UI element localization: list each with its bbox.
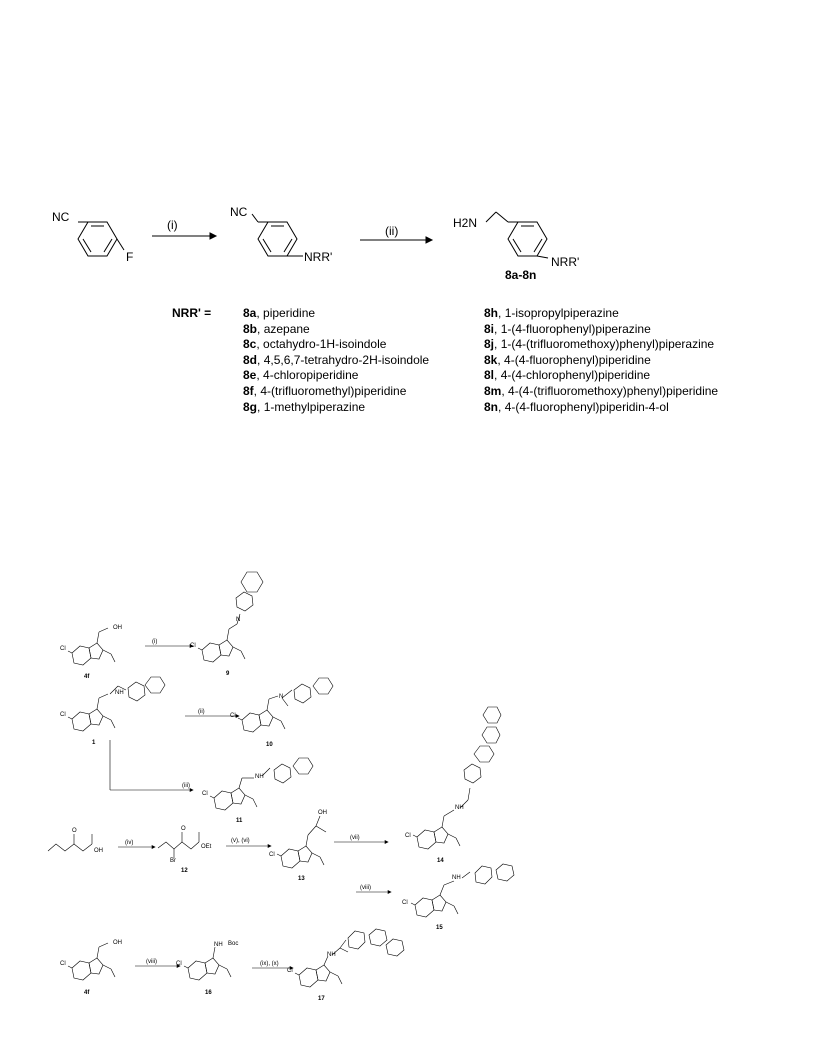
amine-label: H2N bbox=[453, 216, 478, 230]
compound-number: 12 bbox=[181, 868, 188, 874]
atom-label-cl: Cl bbox=[269, 852, 275, 858]
arrow-label: (i) bbox=[152, 639, 158, 645]
atom-label-boc: Boc bbox=[228, 941, 239, 947]
substituent-item: 8h, 1-isopropylpiperazine bbox=[484, 306, 619, 320]
arrow-label: (viii) bbox=[146, 959, 157, 965]
intermediate-nrr-label: NRR' bbox=[304, 250, 333, 264]
compound-number: 15 bbox=[436, 925, 443, 931]
substituent-item: 8f, 4-(trifluoromethyl)piperidine bbox=[243, 383, 407, 398]
atom-label-o: O bbox=[72, 828, 77, 834]
atom-label-cl: Cl bbox=[60, 646, 66, 652]
intermediate-nitrile-label: NC bbox=[230, 205, 248, 219]
arrow-label: (iv) bbox=[125, 840, 134, 846]
substituent-item: 8b, azepane bbox=[243, 321, 310, 336]
substituent-item: 8l, 4-(4-chlorophenyl)piperidine bbox=[484, 368, 651, 383]
arrow-label: (vii) bbox=[350, 835, 360, 841]
arrow-1-label: (i) bbox=[167, 218, 178, 232]
atom-label-br: Br bbox=[170, 858, 176, 864]
atom-label-nh: NH bbox=[327, 952, 336, 958]
atom-label-cl: Cl bbox=[230, 713, 236, 719]
atom-label-oh: OH bbox=[113, 625, 122, 631]
substituent-item: 8j, 1-(4-(trifluoromethoxy)phenyl)piperazine bbox=[484, 337, 715, 352]
compound-number: 4f bbox=[84, 674, 90, 680]
compound-number: 10 bbox=[266, 742, 273, 748]
arrow-2-label: (ii) bbox=[385, 224, 399, 238]
atom-label-n: N bbox=[236, 617, 241, 623]
atom-label-cl: Cl bbox=[60, 961, 66, 967]
nrr-header: NRR' = bbox=[172, 306, 212, 320]
arrow-label: (v), (vi) bbox=[231, 838, 250, 844]
fluoro-label: F bbox=[126, 250, 134, 264]
arrow-label: (ix), (x) bbox=[260, 961, 279, 967]
atom-label-nh: NH bbox=[255, 774, 264, 780]
atom-label-oh: OH bbox=[318, 810, 327, 816]
product-compound-number: 8a-8n bbox=[505, 268, 537, 282]
atom-label-cl: Cl bbox=[287, 968, 293, 974]
atom-label-nh: NH bbox=[115, 690, 124, 696]
compound-number: 1 bbox=[92, 740, 96, 746]
substituent-item: 8i, 1-(4-fluorophenyl)piperazine bbox=[484, 321, 651, 336]
compound-number: 14 bbox=[437, 858, 444, 864]
compound-number: 16 bbox=[205, 990, 212, 996]
atom-label-cl: Cl bbox=[60, 712, 66, 718]
atom-label-cl: Cl bbox=[176, 961, 182, 967]
arrow-label: (viii) bbox=[360, 885, 371, 891]
substituent-item: 8g, 1-methylpiperazine bbox=[243, 399, 366, 414]
atom-label-nh: NH bbox=[455, 805, 464, 811]
atom-label-n: N bbox=[279, 694, 284, 700]
substituent-item: 8e, 4-chloropiperidine bbox=[243, 368, 359, 383]
nitrile-label: NC bbox=[52, 210, 70, 224]
arrow-label: (iii) bbox=[182, 783, 190, 789]
substituent-item: 8k, 4-(4-fluorophenyl)piperidine bbox=[484, 352, 651, 367]
atom-label-oh: OH bbox=[113, 940, 122, 946]
atom-label-cl: Cl bbox=[405, 833, 411, 839]
compound-number: 17 bbox=[318, 996, 325, 1002]
substituent-item: 8c, octahydro-1H-isoindole bbox=[243, 337, 387, 352]
arrow-label: (ii) bbox=[198, 709, 205, 715]
atom-label-cl: Cl bbox=[190, 643, 196, 649]
atom-label-cl: Cl bbox=[402, 900, 408, 906]
compound-number: 13 bbox=[298, 876, 305, 882]
substituent-item: 8n, 4-(4-fluorophenyl)piperidin-4-ol bbox=[484, 399, 669, 414]
compound-number: 4f bbox=[84, 990, 90, 996]
compound-number: 11 bbox=[236, 818, 243, 824]
substituent-item: 8d, 4,5,6,7-tetrahydro-2H-isoindole bbox=[243, 352, 430, 367]
atom-label-nh: NH bbox=[452, 875, 461, 881]
atom-label-oh: OH bbox=[94, 848, 103, 854]
atom-label-o: O bbox=[181, 826, 186, 832]
atom-label-nh: NH bbox=[214, 942, 223, 948]
substituent-item: 8m, 4-(4-(trifluoromethoxy)phenyl)piperidine bbox=[484, 383, 719, 398]
product-nrr-label: NRR' bbox=[551, 255, 580, 269]
compound-number: 9 bbox=[226, 671, 230, 677]
atom-label-oet: OEt bbox=[201, 844, 212, 850]
atom-label-cl: Cl bbox=[202, 791, 208, 797]
substituent-item: 8a, piperidine bbox=[243, 306, 316, 320]
